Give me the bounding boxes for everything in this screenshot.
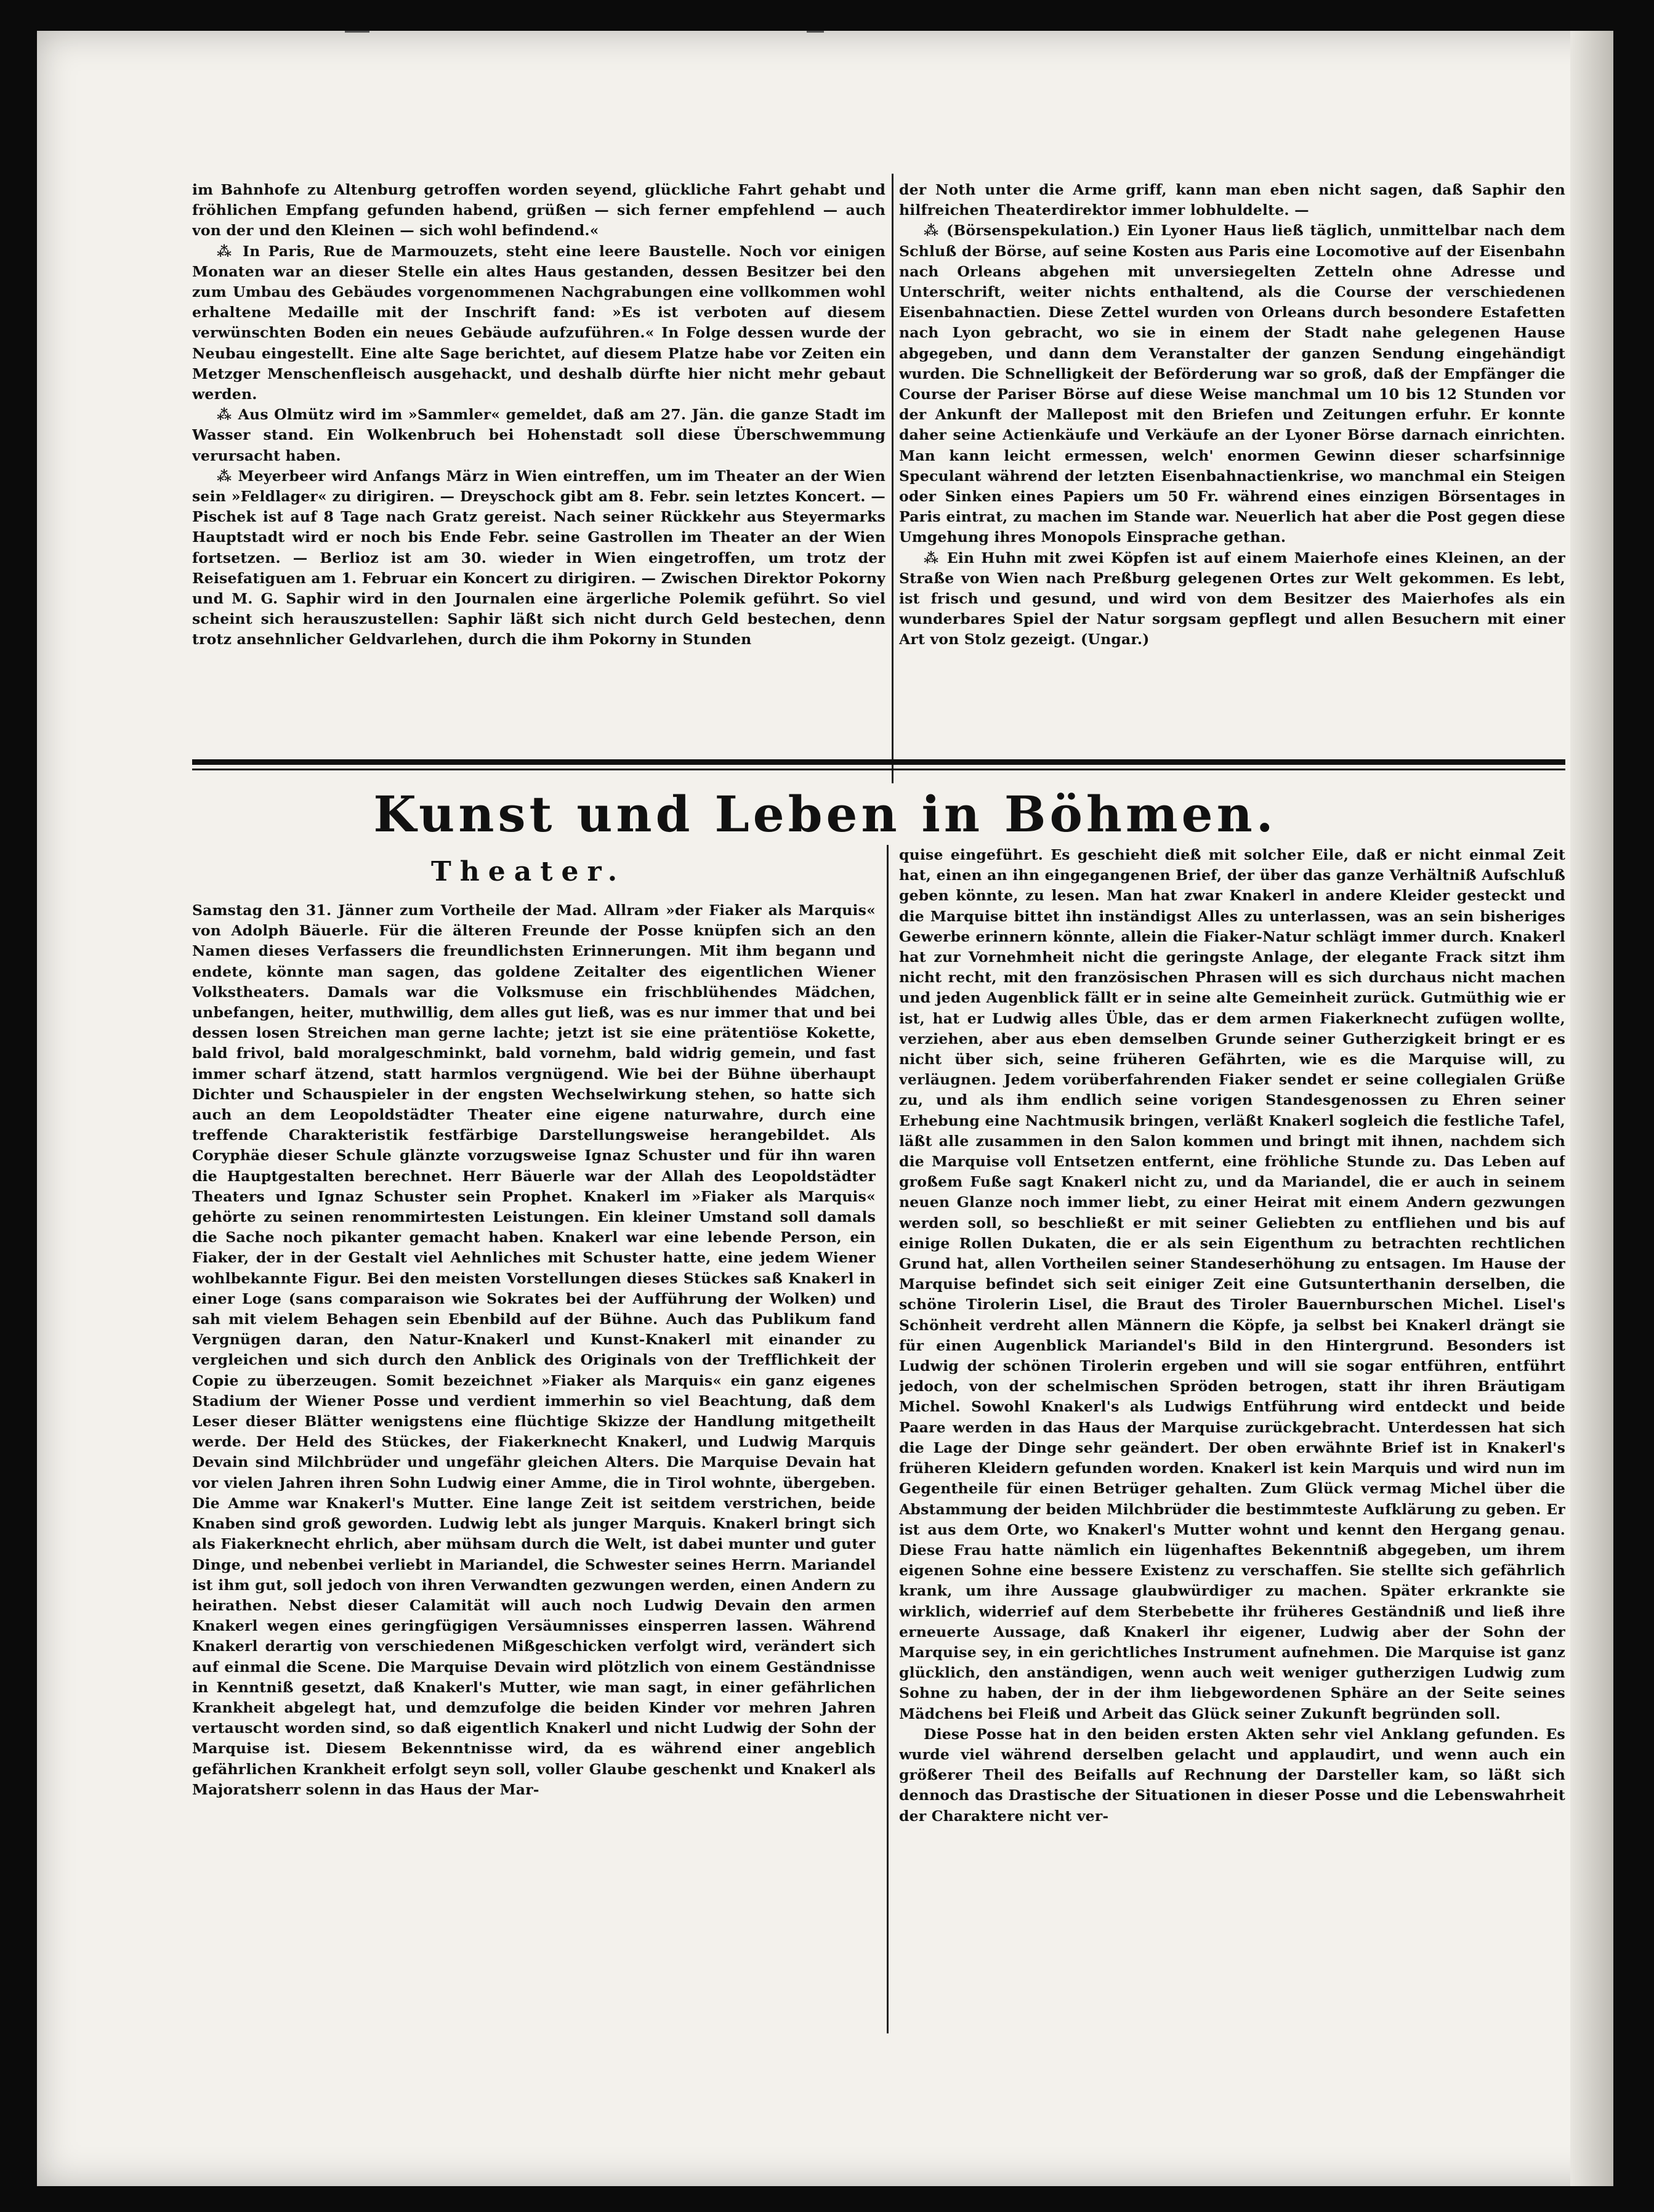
bottom-left-column <box>192 900 876 2033</box>
paragraph: im Bahnhofe zu Altenburg getroffen worden seyend, glückliche Fahrt gehabt und fröhlichen Empfang gefunden habend, grüßen — sich ferner empfehlend — auch von der und den Kleinen — sich wohl befindend.« <box>192 181 885 240</box>
paragraph: quise eingeführt. Es geschieht dieß mit solcher Eile, daß er nicht einmal Zeit hat, einen an ihn eingegangenen Brief, der über das ganze Verhältniß Aufschluß geben könnte, zu lesen. Man hat zwar Knakerl in andere Kleider gesteckt und die Marquise bittet ihn inständigst Alles zu unterlassen, was an sein bisheriges Gewerbe erinnern könnte, allein die Fiaker-Natur schlägt immer durch. Knakerl hat zur Vornehmheit nicht die geringste Anlage, der elegante Frack sitzt ihm nicht recht, mit den französischen Phrasen will es sich durchaus nicht machen und jeden Augenblick fällt er in seine alte Gemeinheit zurück. Gutmüthig wie er ist, hat er Ludwig alles Üble, das er dem armen Fiakerknecht zufügen wollte, verziehen, aber aus eben demselben Grunde seiner Gutherzigkeit bringt er es nicht über sich, seine früheren Gefährten, wie es die Marquise will, zu verläugnen. Jedem vorüberfahrenden Fiaker sendet er seine collegialen Grüße zu, und als ihm endlich seine vorigen Standesgenossen zu Ehren seiner Erhebung eine Nachtmusik bringen, verläßt Knakerl sogleich die festliche Tafel, läßt alle zusammen in den Salon kommen und bringt mit ihnen, nachdem sich die Marquise voll Entsetzen entfernt, eine fröhliche Stunde zu. Das Leben auf großem Fuße sagt Knakerl nicht zu, und da Mariandel, die er auch in seinem neuen Glanze noch immer liebt, zu einer Heirat mit einem Andern gezwungen werden soll, so beschließt er mit seiner Geliebten zu entfliehen und bis auf einige Rollen Dukaten, die er als sein Eigenthum zu betrachten rechtlichen Grund hat, allen Vortheilen seiner Standeserhöhung zu entsagen. Im Hause der Marquise befindet sich seit einiger Zeit eine Gutsunterthanin derselben, die schöne Tirolerin Lisel, die Braut des Tiroler Bauernburschen Michel. Lisel's Schönheit verdreht allen Männern die Köpfe, ja selbst bei Knakerl drängt sie für einen Augenblick Mariandel's Bild in den Hintergrund. Besonders ist Ludwig der schönen Tirolerin ergeben und will sie sogar entführen, entführt jedoch, von der schelmischen Spröden betrogen, statt ihr ihren Bräutigam Michel. Sowohl Knakerl's als Ludwigs Entführung wird entdeckt und beide Paare werden in das Haus der Marquise zurückgebracht. Unterdessen hat sich die Lage der Dinge sehr geändert. Der oben erwähnte Brief ist in Knakerl's früheren Kleidern gefunden worden. Knakerl ist kein Marquis und wird nun im Gegentheile für einen Betrüger gehalten. Zum Glück vermag Michel über die Abstammung der beiden Milchbrüder die bestimmteste Aufklärung zu geben. Er ist aus dem Orte, wo Knakerl's Mutter wohnt und kennt den Hergang genau. Diese Frau hatte nämlich ein lügenhaftes Bekenntniß abgegeben, um ihrem eigenen Sohne eine bessere Existenz zu verschaffen. Sie stellte sich gefährlich krank, um ihre Aussage glaubwürdiger zu machen. Später erkrankte sie wirklich, widerrief auf dem Sterbebette ihr früheres Geständniß und ließ ihre erneuerte Aussage, daß Knakerl ihr eigener, Ludwig aber der Sohn der Marquise sey, in ein gerichtliches Instrument aufnehmen. Die Marquise ist ganz glücklich, den anständigen, wenn auch weit weniger gutherzigen Ludwig zum Sohne zu haben, der in der ihm liebgewordenen Sphäre an der Seite seines Mädchens bei Fleiß und Arbeit das Glück seiner Zukunft begründen soll. <box>899 846 1565 1722</box>
paragraph: Samstag den 31. Jänner zum Vortheile der Mad. Allram »der Fiaker als Marquis« von Adolph Bäuerle. Für die älteren Freunde der Posse knüpfen sich an den Namen dieses Verfassers die freundlichsten Erinnerungen. Mit ihm begann und endete, könnte man sagen, das goldene Zeitalter des eigentlichen Wiener Volkstheaters. Damals war die Volksmuse ein frischblühendes Mädchen, unbefangen, heiter, muthwillig, dem alles gut ließ, was es nur immer that und bei dessen losen Streichen man gerne lachte; jetzt ist sie eine prätentiöse Kokette, bald frivol, bald moralgeschminkt, bald vornehm, bald widrig gemein, und fast immer scharf ätzend, statt harmlos vergnügend. Wie bei der Bühne überhaupt Dichter und Schauspieler in der engsten Wechselwirkung stehen, so hatte sich auch an dem Leopoldstädter Theater eine eigene naturwahre, durch eine treffende Charakteristik festfärbige Darstellungsweise herangebildet. Als Coryphäe dieser Schule glänzte vorzugsweise Ignaz Schuster und für ihn waren die Hauptgestalten berechnet. Herr Bäuerle war der Allah des Leopoldstädter Theaters und Ignaz Schuster sein Prophet. Knakerl im »Fiaker als Marquis« gehörte zu seinen renommirtesten Leistungen. Ein kleiner Umstand soll damals die Sache noch pikanter gemacht haben. Knakerl war eine lebende Person, ein Fiaker, der in der Gestalt viel Aehnliches mit Schuster hatte, eine jedem Wiener wohlbekannte Figur. Bei den meisten Vorstellungen dieses Stückes saß Knakerl in einer Loge (sans comparaison wie Sokrates bei der Aufführung der Wolken) und sah mit vielem Behagen sein Ebenbild auf der Bühne. Auch das Publikum fand Vergnügen daran, den Natur-Knakerl und Kunst-Knakerl mit einander zu vergleichen und sich durch den Anblick des Originals von der Trefflichkeit der Copie zu überzeugen. Somit bezeichnet »Fiaker als Marquis« ein ganz eigenes Stadium der Wiener Posse und verdient immerhin so viel Beachtung, daß dem Leser dieser Blätter wenigstens eine flüchtige Skizze der Handlung mitgetheilt werde. Der Held des Stückes, der Fiakerknecht Knakerl, und Ludwig Marquis Devain sind Milchbrüder und ungefähr gleichen Alters. Die Marquise Devain hat vor vielen Jahren ihren Sohn Ludwig einer Amme, die in Tirol wohnte, übergeben. Die Amme war Knakerl's Mutter. Eine lange Zeit ist seitdem verstrichen, beide Knaben sind groß geworden. Ludwig lebt als junger Marquis. Knakerl bringt sich als Fiakerknecht ehrlich, aber mühsam durch die Welt, ist dabei munter und guter Dinge, und nebenbei verliebt in Mariandel, die Schwester seines Herrn. Mariandel ist ihm gut, soll jedoch von ihren Verwandten gezwungen werden, einen Andern zu heirathen. Nebst dieser Calamität will auch noch Ludwig Devain den armen Knakerl wegen eines geringfügigen Versäumnisses einsperren lassen. Während Knakerl derartig von verschiedenen Mißgeschicken verfolgt wird, verändert sich auf einmal die Scene. Die Marquise Devain wird plötzlich von einem Geständnisse in Kenntniß gesetzt, daß Knakerl's Mutter, wie man sagt, in einer gefährlichen Krankheit abgelegt hat, und demzufolge die beiden Kinder vor mehren Jahren vertauscht worden sind, so daß eigentlich Knakerl und nicht Ludwig der Sohn der Marquise ist. Diesem Bekenntnisse wird, da es während einer angeblich gefährlichen Krankheit erfolgt seyn soll, voller Glaube geschenkt und Knakerl als Majoratsherr solenn in das Haus der Mar- <box>192 902 876 1798</box>
bottom-right-column <box>899 845 1565 2033</box>
top-left-column <box>192 180 885 783</box>
newspaper-page <box>37 31 1613 2186</box>
column-divider <box>892 174 894 783</box>
paragraph: ⁂ Ein Huhn mit zwei Köpfen ist auf einem Maierhofe eines Kleinen, an der Straße von Wien nach Preßburg gelegenen Ortes zur Welt gekommen. Es lebt, ist frisch und gesund, und wird von dem Besitzer des Maierhofes als ein wunderbares Spiel der Natur sorgsam gepflegt und allen Besuchern mit einer Art von Stolz gezeigt. (Ungar.) <box>899 549 1565 648</box>
section-rule-thick <box>192 759 1565 765</box>
section-rule-thin <box>192 769 1565 770</box>
scan-mark <box>345 31 369 33</box>
subsection-title: Theater. <box>431 856 626 887</box>
paragraph: ⁂ (Börsenspekulation.) Ein Lyoner Haus ließ täglich, unmittelbar nach dem Schluß der Börse, auf seine Kosten aus Paris eine Locomotive auf der Eisenbahn nach Orleans abgehen mit unversiegelten Zetteln ohne Adresse und Unterschrift, weiter nichts enthaltend, als die Course der verschiedenen Eisenbahnactien. Diese Zettel wurden von Orleans durch besondere Estafetten nach Lyon gebracht, wo sie in einem der Stadt nahe gelegenen Hause abgegeben, und dann dem Veranstalter der ganzen Sendung eingehändigt wurden. Die Schnelligkeit der Beförderung war so groß, daß der Empfänger die Course der Pariser Börse auf diese Weise manchmal um 10 bis 12 Stunden vor der Ankunft der Mallepost mit den Briefen und Zeitungen erfuhr. Er konnte daher seine Actienkäufe und Verkäufe an der Lyoner Börse darnach einrichten. Man kann leicht ermessen, welch' enormen Gewinn dieser scharfsinnige Speculant während der letzten Eisenbahnactienkrise, wo manchmal ein Steigen oder Sinken eines Papiers um 50 Fr. während eines einzigen Börsentages in Paris eintrat, zu machen im Stande war. Neuerlich hat aber die Post gegen diese Umgehung ihres Monopols Einsprache gethan. <box>899 222 1565 546</box>
section-title: Kunst und Leben in Böhmen. <box>373 785 1277 843</box>
paragraph: ⁂ Aus Olmütz wird im »Sammler« gemeldet, daß am 27. Jän. die ganze Stadt im Wasser stand. Ein Wolkenbruch bei Hohenstadt soll diese Überschwemmung verursacht haben. <box>192 406 885 464</box>
column-divider <box>887 845 889 2033</box>
paragraph: Diese Posse hat in den beiden ersten Akten sehr viel Anklang gefunden. Es wurde viel während derselben gelacht und applaudirt, und wenn auch ein größerer Theil des Beifalls auf Rechnung der Darsteller kam, so läßt sich dennoch das Drastische der Situationen in dieser Posse und die Lebenswahrheit der Charaktere nicht ver- <box>899 1725 1565 1825</box>
paragraph: der Noth unter die Arme griff, kann man eben nicht sagen, daß Saphir den hilfreichen Theaterdirektor immer lobhuldelte. — <box>899 181 1565 219</box>
page-spine-shadow <box>1570 31 1613 2186</box>
scan-mark <box>807 31 824 33</box>
paragraph: ⁂ In Paris, Rue de Marmouzets, steht eine leere Baustelle. Noch vor einigen Monaten war an dieser Stelle ein altes Haus gestanden, dessen Besitzer bei den zum Umbau des Gebäudes vorgenommenen Nachgrabungen eine vollkommen wohl erhaltene Medaille mit der Inschrift fand: »Es ist verboten auf diesem verwünschten Boden ein neues Gebäude aufzuführen.« In Folge dessen wurde der Neubau eingestellt. Eine alte Sage berichtet, auf diesem Platze habe vor Zeiten ein Metzger Menschenfleisch ausgehackt, und deshalb dürfte hier nicht mehr gebaut werden. <box>192 242 885 403</box>
paragraph: ⁂ Meyerbeer wird Anfangs März in Wien eintreffen, um im Theater an der Wien sein »Feldlager« zu dirigiren. — Dreyschock gibt am 8. Febr. sein letztes Koncert. — Pischek ist auf 8 Tage nach Gratz gereist. Nach seiner Rückkehr aus Steyermarks Hauptstadt wird er noch bis Ende Febr. seine Gastrollen im Theater an der Wien fortsetzen. — Berlioz ist am 30. wieder in Wien eingetroffen, um trotz der Reisefatiguen am 1. Februar ein Koncert zu dirigiren. — Zwischen Direktor Pokorny und M. G. Saphir wird in den Journalen eine ärgerliche Polemik geführt. So viel scheint sich herauszustellen: Saphir läßt sich nicht durch Geld bestechen, denn trotz ansehnlicher Geldvarlehen, durch die ihm Pokorny in Stunden <box>192 467 885 648</box>
top-right-column <box>899 180 1565 783</box>
